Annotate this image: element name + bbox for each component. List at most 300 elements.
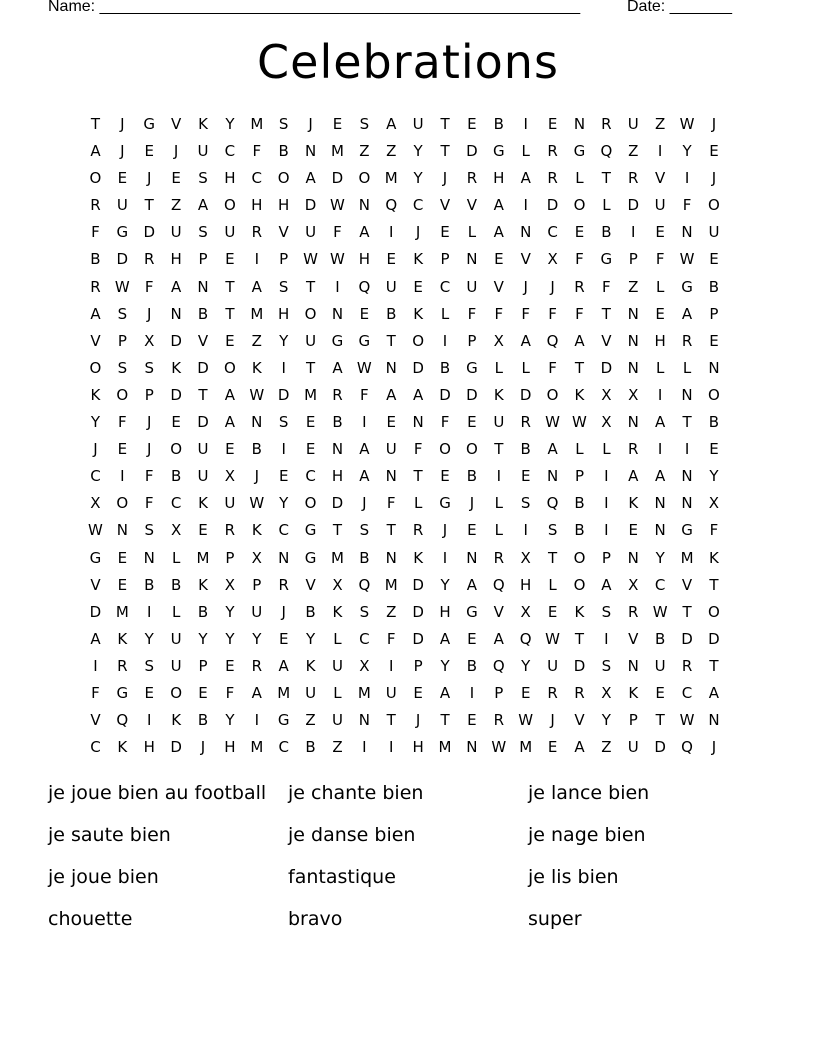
grid-letter: I	[496, 467, 502, 486]
grid-letter: M	[196, 548, 210, 567]
grid-letter: E	[117, 440, 128, 459]
grid-letter: K	[332, 602, 343, 621]
grid-letter: A	[90, 304, 101, 323]
grid-letter: N	[708, 711, 720, 730]
grid-letter: S	[547, 521, 558, 540]
grid-letter: D	[116, 250, 129, 269]
grid-letter: A	[466, 575, 478, 594]
grid-letter: M	[330, 548, 344, 567]
word-list-item: je lis bien	[528, 866, 619, 888]
grid-letter: G	[304, 521, 317, 540]
grid-letter: I	[604, 521, 609, 540]
grid-letter: K	[251, 521, 262, 540]
grid-letter: O	[708, 385, 720, 404]
grid-letter: D	[197, 413, 209, 432]
word-list-item: je chante bien	[288, 782, 424, 804]
grid-letter: E	[467, 629, 477, 648]
grid-letter: N	[627, 656, 639, 675]
grid-letter: A	[708, 683, 720, 702]
grid-letter: F	[682, 196, 692, 215]
grid-letter: T	[332, 521, 343, 540]
grid-letter: M	[384, 169, 398, 188]
grid-letter: V	[601, 331, 612, 350]
grid-letter: F	[91, 683, 100, 702]
grid-letter: Y	[225, 602, 235, 621]
grid-letter: F	[413, 440, 423, 459]
grid-letter: C	[681, 683, 693, 702]
grid-letter: I	[657, 142, 663, 161]
grid-letter: P	[279, 250, 289, 269]
grid-letter: D	[412, 358, 424, 377]
grid-letter: F	[440, 413, 450, 432]
grid-letter: G	[492, 142, 505, 161]
grid-letter: B	[493, 115, 504, 133]
grid-letter: G	[358, 331, 371, 350]
grid-letter: P	[467, 331, 477, 350]
grid-letter: N	[251, 413, 263, 432]
grid-letter: A	[520, 331, 531, 350]
grid-letter: E	[467, 711, 477, 730]
grid-letter: J	[147, 169, 152, 188]
grid-letter: L	[413, 494, 423, 513]
grid-letter: E	[574, 223, 585, 242]
grid-letter: X	[493, 331, 504, 350]
grid-letter: N	[546, 467, 559, 486]
grid-letter: F	[225, 683, 235, 702]
grid-letter: H	[412, 738, 424, 757]
grid-letter: D	[331, 494, 344, 513]
grid-letter: F	[548, 304, 557, 323]
grid-letter: L	[575, 169, 584, 188]
grid-letter: F	[386, 494, 396, 513]
grid-letter: D	[546, 196, 559, 215]
grid-letter: H	[654, 331, 666, 350]
grid-letter: R	[628, 440, 639, 459]
grid-letter: I	[281, 358, 286, 377]
grid-letter: U	[385, 440, 397, 459]
grid-letter: E	[655, 223, 665, 242]
grid-letter: W	[572, 413, 587, 432]
grid-letter: C	[654, 575, 666, 594]
grid-letter: E	[413, 683, 423, 702]
grid-letter: O	[170, 683, 183, 702]
grid-letter: I	[657, 440, 663, 459]
grid-letter: Z	[332, 738, 343, 757]
grid-letter: K	[628, 683, 639, 702]
grid-letter: K	[709, 548, 719, 567]
grid-letter: Q	[492, 575, 505, 594]
grid-letter: I	[389, 223, 394, 242]
grid-letter: I	[469, 683, 475, 702]
grid-letter: Z	[305, 711, 316, 730]
grid-row	[82, 328, 727, 355]
grid-row	[82, 301, 727, 328]
grid-letter: A	[493, 629, 504, 648]
grid-letter: H	[331, 467, 344, 486]
grid-letter: D	[197, 358, 209, 377]
grid-letter: D	[681, 629, 693, 648]
grid-letter: T	[682, 602, 692, 621]
grid-letter: R	[332, 385, 343, 404]
grid-letter: G	[116, 683, 129, 702]
grid-letter: A	[547, 440, 558, 459]
grid-row	[82, 599, 727, 626]
grid-letter: P	[117, 331, 127, 350]
grid-letter: A	[655, 413, 666, 432]
grid-letter: I	[657, 385, 663, 404]
grid-letter: J	[200, 738, 206, 757]
grid-letter: W	[330, 196, 345, 215]
grid-letter: D	[600, 358, 613, 377]
grid-row	[82, 165, 727, 192]
grid-letter: G	[681, 277, 693, 296]
grid-letter: J	[254, 467, 259, 486]
word-list-item: je joue bien au football	[48, 782, 267, 804]
grid-letter: P	[709, 304, 719, 323]
grid-letter: U	[197, 440, 209, 459]
grid-letter: Z	[359, 142, 370, 161]
grid-letter: A	[359, 467, 370, 486]
grid-letter: R	[628, 602, 639, 621]
grid-row	[82, 707, 727, 734]
grid-letter: J	[147, 413, 152, 432]
grid-letter: J	[711, 169, 717, 188]
grid-letter: J	[442, 169, 448, 188]
grid-letter: Y	[252, 629, 262, 648]
grid-letter: M	[304, 385, 318, 404]
grid-letter: U	[654, 656, 666, 675]
grid-letter: R	[628, 169, 639, 188]
grid-letter: E	[386, 413, 396, 432]
grid-letter: N	[627, 413, 639, 432]
grid-letter: O	[89, 169, 102, 188]
grid-letter: L	[467, 223, 477, 242]
grid-letter: D	[573, 656, 586, 675]
grid-letter: N	[170, 304, 182, 323]
grid-letter: I	[631, 223, 636, 242]
grid-letter: Q	[681, 738, 693, 757]
grid-letter: O	[223, 358, 236, 377]
grid-letter: L	[333, 683, 342, 702]
word-list-item: fantastique	[288, 866, 396, 888]
grid-row	[82, 653, 727, 680]
grid-letter: D	[331, 169, 344, 188]
grid-letter: S	[359, 115, 370, 133]
grid-letter: E	[225, 250, 235, 269]
grid-letter: U	[385, 277, 397, 296]
grid-letter: E	[305, 413, 316, 432]
grid-letter: Q	[116, 711, 129, 730]
word-list-item: je saute bien	[48, 824, 171, 846]
grid-letter: V	[90, 711, 101, 730]
grid-letter: V	[655, 169, 666, 188]
grid-letter: R	[90, 196, 101, 215]
grid-letter: K	[413, 250, 424, 269]
grid-letter: S	[144, 656, 154, 675]
grid-letter: K	[90, 385, 101, 404]
grid-letter: K	[117, 629, 128, 648]
grid-letter: F	[386, 629, 396, 648]
grid-letter: T	[440, 142, 450, 161]
grid-letter: V	[493, 277, 504, 296]
grid-letter: D	[170, 385, 182, 404]
grid-letter: V	[466, 196, 478, 215]
grid-letter: X	[628, 575, 639, 594]
grid-letter: Z	[655, 115, 666, 133]
grid-letter: J	[147, 440, 152, 459]
grid-letter: C	[90, 738, 101, 757]
grid-letter: E	[413, 277, 423, 296]
grid-letter: M	[519, 738, 533, 757]
grid-letter: A	[197, 196, 209, 215]
grid-letter: M	[357, 683, 371, 702]
grid-letter: E	[171, 413, 181, 432]
grid-letter: T	[305, 358, 316, 377]
grid-letter: F	[709, 521, 719, 540]
grid-letter: G	[89, 548, 102, 567]
grid-letter: R	[493, 548, 505, 567]
grid-letter: E	[278, 629, 289, 648]
grid-letter: R	[224, 521, 236, 540]
grid-letter: H	[493, 169, 505, 188]
grid-letter: K	[117, 738, 128, 757]
grid-letter: J	[550, 277, 555, 296]
grid-letter: N	[385, 358, 397, 377]
grid-letter: R	[547, 683, 558, 702]
grid-letter: K	[198, 575, 208, 594]
grid-letter: C	[305, 467, 316, 486]
grid-letter: G	[600, 250, 613, 269]
grid-letter: G	[466, 358, 478, 377]
page-title: Celebrations	[257, 35, 559, 89]
grid-letter: R	[251, 656, 262, 675]
grid-letter: U	[197, 467, 209, 486]
grid-letter: M	[250, 304, 264, 323]
grid-letter: N	[197, 277, 209, 296]
grid-letter: Q	[600, 142, 613, 161]
grid-letter: F	[144, 467, 154, 486]
grid-letter: A	[251, 683, 262, 702]
grid-letter: S	[144, 521, 154, 540]
grid-letter: E	[117, 548, 128, 567]
grid-letter: W	[545, 413, 560, 432]
grid-letter: A	[224, 413, 236, 432]
grid-letter: K	[574, 385, 585, 404]
grid-letter: J	[120, 115, 125, 133]
grid-letter: E	[628, 521, 638, 540]
grid-letter: N	[681, 494, 693, 513]
grid-letter: A	[520, 169, 531, 188]
grid-row	[82, 517, 727, 544]
grid-letter: B	[386, 304, 397, 323]
grid-letter: V	[305, 575, 316, 594]
grid-letter: C	[412, 196, 424, 215]
grid-letter: B	[601, 223, 612, 242]
grid-letter: X	[359, 656, 370, 675]
grid-letter: P	[225, 548, 235, 567]
grid-letter: P	[440, 250, 450, 269]
grid-letter: I	[523, 115, 528, 133]
grid-letter: S	[198, 169, 208, 188]
grid-letter: B	[197, 711, 209, 730]
grid-letter: F	[467, 304, 477, 323]
grid-letter: L	[494, 521, 503, 540]
grid-letter: M	[115, 602, 129, 621]
grid-letter: W	[679, 115, 695, 133]
grid-letter: O	[573, 196, 586, 215]
grid-letter: E	[225, 331, 235, 350]
grid-letter: E	[198, 683, 208, 702]
grid-letter: Y	[709, 467, 719, 486]
grid-letter: Y	[279, 494, 289, 513]
grid-letter: E	[305, 440, 316, 459]
grid-row	[82, 572, 727, 599]
grid-letter: T	[709, 575, 719, 594]
grid-letter: Y	[440, 575, 450, 594]
grid-letter: A	[493, 196, 504, 215]
grid-letter: F	[118, 413, 127, 432]
grid-letter: U	[654, 196, 666, 215]
grid-letter: K	[628, 494, 639, 513]
grid-letter: N	[358, 711, 370, 730]
grid-letter: Q	[519, 629, 532, 648]
grid-letter: J	[415, 711, 421, 730]
grid-letter: E	[547, 115, 558, 133]
grid-letter: L	[494, 358, 503, 377]
grid-letter: D	[627, 196, 640, 215]
grid-letter: L	[521, 358, 530, 377]
grid-letter: N	[331, 304, 344, 323]
name-field: Name: ______________________________________________________	[48, 0, 581, 15]
grid-letter: F	[333, 223, 342, 242]
grid-letter: F	[494, 304, 504, 323]
grid-letter: Y	[225, 115, 235, 133]
grid-letter: R	[278, 575, 289, 594]
grid-letter: F	[655, 250, 665, 269]
word-list-item: super	[528, 908, 582, 930]
grid-letter: E	[467, 413, 477, 432]
grid-letter: W	[356, 358, 372, 377]
grid-letter: J	[550, 711, 555, 730]
grid-row	[82, 734, 727, 761]
grid-letter: N	[412, 413, 424, 432]
grid-letter: P	[198, 250, 208, 269]
grid-letter: I	[523, 521, 528, 540]
grid-letter: A	[278, 656, 289, 675]
grid-letter: W	[545, 629, 560, 648]
grid-letter: Q	[492, 656, 505, 675]
grid-letter: A	[574, 738, 585, 757]
grid-letter: X	[251, 548, 262, 567]
grid-letter: H	[251, 196, 263, 215]
grid-letter: O	[304, 494, 317, 513]
grid-letter: T	[494, 440, 504, 459]
grid-letter: U	[412, 115, 424, 133]
grid-letter: N	[466, 250, 478, 269]
grid-letter: K	[493, 385, 504, 404]
grid-letter: N	[654, 521, 666, 540]
grid-letter: E	[709, 250, 719, 269]
grid-letter: L	[602, 440, 611, 459]
grid-letter: O	[89, 358, 102, 377]
grid-letter: B	[332, 413, 343, 432]
grid-letter: A	[90, 142, 101, 161]
grid-letter: L	[655, 277, 665, 296]
grid-letter: X	[547, 250, 558, 269]
grid-letter: P	[574, 467, 584, 486]
grid-letter: B	[574, 521, 585, 540]
grid-row	[82, 490, 727, 517]
grid-letter: T	[548, 548, 558, 567]
grid-letter: E	[332, 115, 343, 133]
grid-letter: G	[143, 115, 156, 133]
grid-letter: Y	[198, 629, 208, 648]
grid-letter: S	[144, 358, 154, 377]
grid-letter: T	[144, 196, 154, 215]
grid-letter: X	[332, 575, 343, 594]
grid-row	[82, 436, 727, 463]
grid-letter: L	[548, 575, 557, 594]
grid-letter: U	[116, 196, 128, 215]
grid-letter: D	[654, 738, 666, 757]
grid-letter: E	[359, 304, 370, 323]
grid-letter: R	[547, 142, 558, 161]
grid-letter: K	[574, 602, 585, 621]
grid-letter: N	[304, 142, 317, 161]
grid-row	[82, 111, 727, 138]
grid-letter: O	[304, 304, 317, 323]
grid-letter: X	[520, 602, 531, 621]
grid-letter: M	[250, 115, 264, 133]
word-list-item: je lance bien	[528, 782, 650, 804]
grid-letter: G	[573, 142, 586, 161]
grid-letter: Q	[358, 277, 371, 296]
grid-letter: U	[493, 413, 505, 432]
grid-letter: L	[521, 142, 530, 161]
grid-letter: U	[466, 277, 478, 296]
grid-letter: F	[575, 304, 584, 323]
grid-letter: D	[170, 738, 182, 757]
grid-letter: I	[281, 440, 286, 459]
grid-letter: Q	[385, 196, 398, 215]
grid-letter: O	[277, 169, 290, 188]
grid-letter: F	[144, 277, 154, 296]
grid-letter: Y	[305, 629, 316, 648]
grid-letter: A	[170, 277, 182, 296]
grid-letter: N	[654, 494, 666, 513]
grid-letter: U	[170, 656, 182, 675]
grid-letter: B	[90, 250, 101, 269]
grid-letter: M	[438, 738, 452, 757]
grid-letter: E	[198, 521, 208, 540]
grid-letter: E	[440, 223, 450, 242]
grid-letter: W	[518, 711, 534, 730]
grid-letter: F	[144, 494, 154, 513]
grid-row	[82, 138, 727, 165]
word-list-item: je nage bien	[528, 824, 646, 846]
grid-letter: A	[90, 629, 101, 648]
grid-letter: K	[413, 548, 424, 567]
grid-letter: N	[143, 548, 155, 567]
grid-letter: E	[278, 467, 289, 486]
grid-letter: V	[90, 575, 101, 594]
grid-letter: Y	[440, 656, 450, 675]
grid-letter: T	[601, 169, 611, 188]
grid-letter: P	[413, 656, 423, 675]
grid-letter: S	[601, 656, 612, 675]
grid-row	[82, 219, 727, 246]
grid-letter: G	[439, 494, 451, 513]
